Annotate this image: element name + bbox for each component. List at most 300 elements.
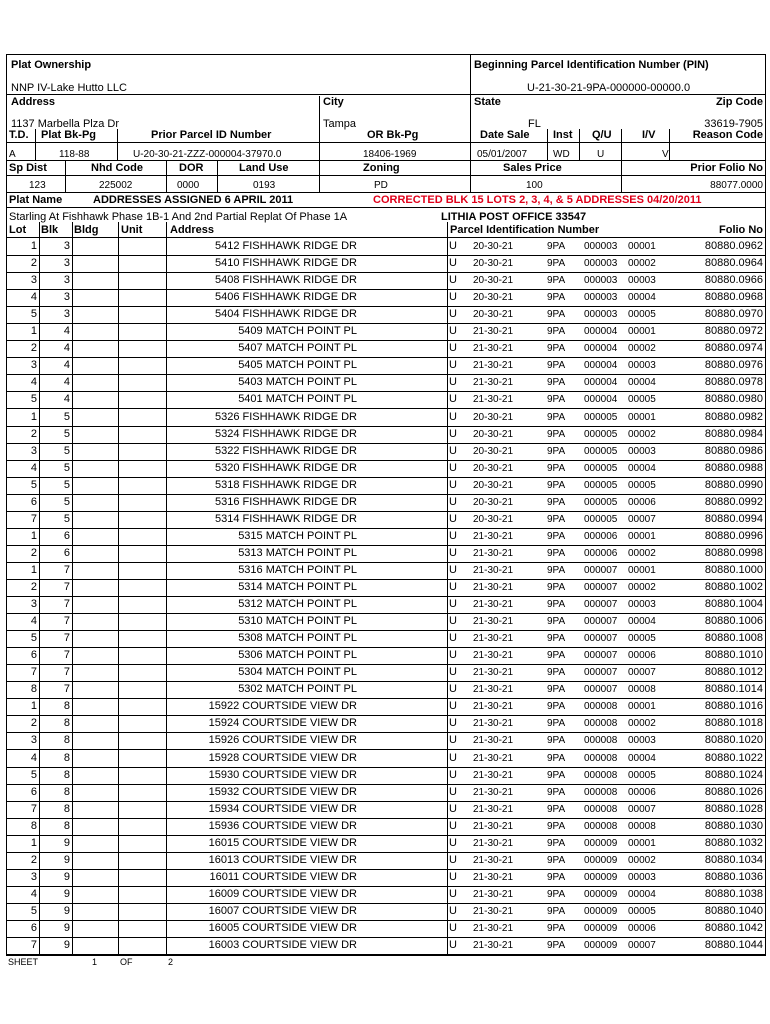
table-row [7, 784, 765, 801]
cell-bldg [74, 374, 114, 391]
cell-unit [120, 613, 164, 630]
cell-blk: 9 [63, 939, 70, 952]
cell-folio: 80880.1030 [704, 819, 763, 832]
cell-pin-prefix: U [449, 342, 457, 355]
cell-bldg [74, 306, 114, 323]
sheet-num: 1 [92, 957, 98, 967]
cell-bldg [74, 732, 114, 749]
divider [39, 222, 40, 237]
cell-blk: 8 [63, 768, 70, 781]
cell-pin-str: 21-30-21 [473, 820, 514, 832]
table-row [7, 340, 765, 357]
cell-blk: 4 [63, 359, 70, 372]
cell-blk: 9 [63, 836, 70, 849]
cell-pin-str: 20-30-21 [473, 428, 514, 440]
cell-blk: 4 [63, 342, 70, 355]
cell-unit [120, 681, 164, 698]
cell-pin-str: 21-30-21 [473, 343, 514, 355]
cell-pin-prefix: U [449, 308, 457, 321]
cell-blk: 3 [63, 308, 70, 321]
cell-folio: 80880.0998 [704, 546, 763, 559]
cell-blk: 9 [63, 904, 70, 917]
cell-pin-str: 21-30-21 [473, 735, 514, 747]
cell-lot: 3 [30, 359, 37, 372]
cell-pin-sub: 9PA [547, 905, 566, 917]
cell-pin-prefix: U [449, 785, 457, 798]
cell-unit [120, 528, 164, 545]
cell-address: 15928 COURTSIDE VIEW DR [208, 751, 357, 764]
cell-pin-str: 21-30-21 [473, 769, 514, 781]
divider [470, 55, 471, 160]
cell-folio: 80880.1016 [704, 700, 763, 713]
cell-address: 5401 MATCH POINT PL [238, 393, 357, 406]
cell-bldg [74, 545, 114, 562]
cell-pin-sub: 9PA [547, 496, 566, 508]
cell-pin-block: 000007 [584, 599, 618, 611]
cell-pin-block: 000008 [584, 820, 618, 832]
cell-pin-block: 000009 [584, 837, 618, 849]
cell-pin-lot: 00002 [628, 718, 656, 730]
cell-pin-prefix: U [449, 376, 457, 389]
cell-bldg [74, 357, 114, 374]
cell-lot: 3 [30, 734, 37, 747]
cell-blk: 9 [63, 887, 70, 900]
cell-address: 5318 FISHHAWK RIDGE DR [214, 478, 357, 491]
cell-pin-block: 000005 [584, 411, 618, 423]
cell-pin-prefix: U [449, 512, 457, 525]
cell-pin-lot: 00003 [628, 871, 656, 883]
cell-pin-lot: 00002 [628, 343, 656, 355]
cell-folio: 80880.0996 [704, 529, 763, 542]
cell-pin-lot: 00006 [628, 650, 656, 662]
cell-unit [120, 886, 164, 903]
cell-address: 5313 MATCH POINT PL [238, 546, 357, 559]
post-office: LITHIA POST OFFICE 33547 [441, 211, 587, 223]
cell-pin-sub: 9PA [547, 241, 566, 252]
td-label: T.D. [9, 129, 29, 141]
cell-pin-sub: 9PA [547, 684, 566, 696]
cell-pin-prefix: U [449, 870, 457, 883]
table-row [7, 818, 765, 835]
cell-blk: 3 [63, 240, 70, 252]
cell-pin-sub: 9PA [547, 411, 566, 423]
cell-lot: 6 [30, 922, 37, 934]
cell-unit [120, 835, 164, 852]
cell-pin-block: 000003 [584, 275, 618, 287]
cell-pin-sub: 9PA [547, 462, 566, 474]
cell-unit [120, 818, 164, 835]
cell-pin-sub: 9PA [547, 564, 566, 576]
cell-pin-prefix: U [449, 632, 457, 645]
cell-pin-sub: 9PA [547, 667, 566, 679]
col-folio: Folio No [719, 224, 763, 236]
cell-pin-prefix: U [449, 666, 457, 679]
cell-pin-sub: 9PA [547, 650, 566, 662]
cell-folio: 80880.1028 [704, 802, 763, 815]
cell-pin-block: 000008 [584, 769, 618, 781]
cell-bldg [74, 715, 114, 732]
cell-bldg [74, 409, 114, 426]
divider [118, 222, 119, 237]
cell-pin-prefix: U [449, 461, 457, 474]
of-label: OF [120, 957, 133, 967]
cell-pin-sub: 9PA [547, 582, 566, 593]
address-label: Address [11, 96, 56, 108]
cell-pin-prefix: U [449, 819, 457, 832]
salesprice-label: Sales Price [503, 162, 562, 174]
cell-address: 5316 MATCH POINT PL [238, 563, 357, 576]
cell-address: 5316 FISHHAWK RIDGE DR [214, 495, 357, 508]
cell-unit [120, 698, 164, 715]
cell-unit [120, 289, 164, 306]
cell-bldg [74, 767, 114, 784]
cell-unit [120, 647, 164, 664]
cell-pin-lot: 00003 [628, 275, 656, 287]
cell-pin-prefix: U [449, 257, 457, 270]
table-row [7, 409, 765, 426]
cell-bldg [74, 647, 114, 664]
cell-bldg [74, 255, 114, 272]
cell-pin-block: 000003 [584, 258, 618, 270]
cell-bldg [74, 460, 114, 477]
cell-bldg [74, 477, 114, 494]
cell-pin-sub: 9PA [547, 275, 566, 287]
cell-pin-prefix: U [449, 563, 457, 576]
cell-bldg [74, 494, 114, 511]
cell-pin-str: 21-30-21 [473, 547, 514, 559]
cell-address: 15934 COURTSIDE VIEW DR [208, 802, 357, 815]
prior-parcel-value: U-20-30-21-ZZZ-000004-37970.0 [133, 149, 282, 160]
cell-lot: 4 [30, 461, 37, 474]
cell-pin-sub: 9PA [547, 377, 566, 389]
cell-lot: 4 [30, 615, 37, 628]
cell-folio: 80880.1022 [704, 751, 763, 764]
cell-folio: 80880.0976 [704, 359, 763, 372]
table-row [7, 681, 765, 698]
cell-pin-prefix: U [449, 649, 457, 662]
table-row [7, 238, 765, 255]
cell-blk: 9 [63, 870, 70, 883]
cell-pin-lot: 00006 [628, 923, 656, 934]
cell-pin-sub: 9PA [547, 292, 566, 304]
inst-label: Inst [553, 129, 573, 141]
cell-pin-lot: 00005 [628, 633, 656, 645]
divider [35, 129, 36, 160]
cell-unit [120, 323, 164, 340]
cell-unit [120, 545, 164, 562]
cell-pin-lot: 00008 [628, 684, 656, 696]
cell-blk: 7 [63, 598, 70, 611]
cell-pin-sub: 9PA [547, 923, 566, 934]
cell-unit [120, 920, 164, 937]
cell-unit [120, 460, 164, 477]
cell-blk: 4 [63, 393, 70, 406]
cell-address: 16003 COURTSIDE VIEW DR [208, 939, 357, 952]
table-row [7, 937, 765, 954]
table-row [7, 835, 765, 852]
table-row [7, 426, 765, 443]
cell-pin-lot: 00004 [628, 888, 656, 900]
column-divider [39, 238, 40, 954]
cell-pin-block: 000007 [584, 633, 618, 645]
column-divider [72, 238, 73, 954]
cell-unit [120, 596, 164, 613]
cell-pin-block: 000008 [584, 735, 618, 747]
table-row [7, 460, 765, 477]
cell-pin-str: 21-30-21 [473, 905, 514, 917]
cell-pin-prefix: U [449, 768, 457, 781]
cell-address: 5302 MATCH POINT PL [238, 683, 357, 696]
cell-pin-block: 000009 [584, 871, 618, 883]
cell-pin-sub: 9PA [547, 445, 566, 457]
cell-blk: 3 [63, 274, 70, 287]
cell-folio: 80880.0992 [704, 495, 763, 508]
cell-pin-block: 000009 [584, 905, 618, 917]
cell-folio: 80880.1018 [704, 717, 763, 730]
cell-folio: 80880.1014 [704, 683, 763, 696]
col-blk: Blk [41, 224, 59, 236]
cell-address: 15924 COURTSIDE VIEW DR [208, 717, 357, 730]
cell-unit [120, 443, 164, 460]
cell-address: 5405 MATCH POINT PL [238, 359, 357, 372]
cell-lot: 6 [30, 785, 37, 798]
cell-unit [120, 477, 164, 494]
cell-bldg [74, 579, 114, 596]
cell-blk: 8 [63, 734, 70, 747]
cell-pin-lot: 00005 [628, 905, 656, 917]
cell-lot: 2 [30, 581, 37, 593]
cell-pin-lot: 00003 [628, 735, 656, 747]
cell-bldg [74, 443, 114, 460]
divider [447, 222, 448, 237]
divider [7, 192, 765, 193]
cell-bldg [74, 426, 114, 443]
cell-pin-sub: 9PA [547, 343, 566, 355]
cell-pin-sub: 9PA [547, 479, 566, 491]
cell-unit [120, 340, 164, 357]
cell-folio: 80880.1020 [704, 734, 763, 747]
cell-pin-lot: 00001 [628, 701, 656, 713]
cell-unit [120, 494, 164, 511]
cell-pin-block: 000007 [584, 564, 618, 576]
cell-pin-prefix: U [449, 529, 457, 542]
cell-pin-sub: 9PA [547, 803, 566, 815]
col-bldg: Bldg [74, 224, 99, 236]
cell-blk: 4 [63, 376, 70, 389]
cell-bldg [74, 562, 114, 579]
priorfolio-value: 88077.0000 [710, 180, 763, 191]
table-row [7, 272, 765, 289]
cell-blk: 9 [63, 853, 70, 866]
divider [117, 129, 118, 160]
cell-pin-sub: 9PA [547, 309, 566, 321]
cell-address: 16013 COURTSIDE VIEW DR [208, 853, 357, 866]
cell-address: 15922 COURTSIDE VIEW DR [208, 700, 357, 713]
cell-pin-block: 000007 [584, 582, 618, 593]
reason-label: Reason Code [692, 129, 763, 141]
cell-pin-lot: 00002 [628, 582, 656, 593]
cell-pin-prefix: U [449, 427, 457, 440]
cell-blk: 6 [63, 546, 70, 559]
table-row [7, 477, 765, 494]
divider [65, 160, 66, 192]
cell-folio: 80880.1004 [704, 598, 763, 611]
cell-pin-sub: 9PA [547, 820, 566, 832]
cell-pin-block: 000005 [584, 462, 618, 474]
qu-value: U [597, 149, 605, 160]
cell-pin-str: 21-30-21 [473, 394, 514, 406]
cell-pin-sub: 9PA [547, 888, 566, 900]
cell-bldg [74, 835, 114, 852]
cell-folio: 80880.1010 [704, 649, 763, 662]
cell-blk: 7 [63, 649, 70, 662]
cell-unit [120, 562, 164, 579]
cell-address: 15926 COURTSIDE VIEW DR [208, 734, 357, 747]
cell-pin-sub: 9PA [547, 513, 566, 525]
divider [579, 129, 580, 160]
col-address: Address [170, 224, 215, 236]
cell-unit [120, 801, 164, 818]
cell-pin-str: 21-30-21 [473, 633, 514, 645]
cell-pin-str: 21-30-21 [473, 837, 514, 849]
cell-lot: 4 [30, 291, 37, 304]
cell-folio: 80880.1032 [704, 836, 763, 849]
platname-label: Plat Name [9, 194, 63, 206]
zoning-value: PD [374, 180, 388, 191]
cell-pin-lot: 00004 [628, 377, 656, 389]
cell-pin-sub: 9PA [547, 599, 566, 611]
cell-pin-lot: 00002 [628, 428, 656, 440]
table-row [7, 511, 765, 528]
cell-pin-block: 000005 [584, 445, 618, 457]
table-row [7, 630, 765, 647]
cell-lot: 1 [30, 836, 37, 849]
cell-lot: 4 [30, 887, 37, 900]
cell-folio: 80880.1012 [704, 666, 763, 679]
cell-unit [120, 715, 164, 732]
cell-pin-str: 20-30-21 [473, 241, 514, 252]
divider [7, 160, 765, 161]
cell-folio: 80880.0988 [704, 461, 763, 474]
cell-pin-prefix: U [449, 478, 457, 491]
cell-pin-str: 21-30-21 [473, 803, 514, 815]
cell-pin-block: 000009 [584, 940, 618, 952]
table-row [7, 596, 765, 613]
cell-address: 15936 COURTSIDE VIEW DR [208, 819, 357, 832]
cell-address: 5326 FISHHAWK RIDGE DR [214, 410, 357, 423]
cell-lot: 5 [30, 632, 37, 645]
table-row [7, 562, 765, 579]
cell-lot: 1 [30, 325, 37, 338]
cell-pin-str: 21-30-21 [473, 854, 514, 866]
cell-pin-str: 21-30-21 [473, 530, 514, 542]
cell-lot: 1 [30, 700, 37, 713]
cell-folio: 80880.1040 [704, 904, 763, 917]
cell-folio: 80880.1024 [704, 768, 763, 781]
state-label: State [474, 96, 501, 108]
cell-pin-block: 000005 [584, 513, 618, 525]
cell-pin-lot: 00004 [628, 752, 656, 764]
cell-pin-str: 21-30-21 [473, 564, 514, 576]
divider [72, 222, 73, 237]
cell-unit [120, 409, 164, 426]
cell-pin-block: 000008 [584, 752, 618, 764]
table-row [7, 374, 765, 391]
cell-folio: 80880.0972 [704, 325, 763, 338]
cell-pin-block: 000005 [584, 496, 618, 508]
cell-unit [120, 664, 164, 681]
cell-unit [120, 272, 164, 289]
cell-unit [120, 306, 164, 323]
cell-pin-str: 21-30-21 [473, 684, 514, 696]
cell-pin-sub: 9PA [547, 394, 566, 406]
cell-address: 5412 FISHHAWK RIDGE DR [214, 240, 357, 252]
cell-pin-str: 21-30-21 [473, 718, 514, 730]
cell-address: 5406 FISHHAWK RIDGE DR [214, 291, 357, 304]
cell-lot: 3 [30, 870, 37, 883]
row-divider [7, 954, 765, 955]
cell-address: 5312 MATCH POINT PL [238, 598, 357, 611]
col-unit: Unit [121, 224, 143, 236]
cell-folio: 80880.1000 [704, 563, 763, 576]
cell-bldg [74, 323, 114, 340]
platbk-value: 118-88 [59, 149, 90, 160]
cell-folio: 80880.1038 [704, 887, 763, 900]
cell-pin-str: 20-30-21 [473, 496, 514, 508]
table-row [7, 750, 765, 767]
divider [621, 129, 622, 160]
cell-bldg [74, 528, 114, 545]
cell-address: 15930 COURTSIDE VIEW DR [208, 768, 357, 781]
cell-address: 5304 MATCH POINT PL [238, 666, 357, 679]
cell-pin-sub: 9PA [547, 871, 566, 883]
spdist-label: Sp Dist [9, 162, 47, 174]
cell-pin-str: 21-30-21 [473, 360, 514, 372]
table-row [7, 715, 765, 732]
cell-pin-sub: 9PA [547, 940, 566, 952]
state-value: FL [528, 118, 541, 130]
table-row [7, 647, 765, 664]
cell-address: 16007 COURTSIDE VIEW DR [208, 904, 357, 917]
cell-pin-prefix: U [449, 359, 457, 372]
cell-bldg [74, 391, 114, 408]
cell-pin-prefix: U [449, 291, 457, 304]
cell-pin-lot: 00006 [628, 786, 656, 798]
table-row [7, 579, 765, 596]
cell-folio: 80880.0984 [704, 427, 763, 440]
cell-blk: 7 [63, 632, 70, 645]
cell-bldg [74, 238, 114, 255]
cell-pin-lot: 00008 [628, 820, 656, 832]
cell-pin-lot: 00007 [628, 803, 656, 815]
cell-lot: 8 [30, 683, 37, 696]
cell-blk: 8 [63, 751, 70, 764]
cell-address: 5308 MATCH POINT PL [238, 632, 357, 645]
zoning-label: Zoning [363, 162, 400, 174]
table-row [7, 767, 765, 784]
cell-folio: 80880.0968 [704, 291, 763, 304]
cell-pin-block: 000007 [584, 650, 618, 662]
plat-sheet [6, 54, 766, 956]
cell-pin-prefix: U [449, 598, 457, 611]
cell-pin-str: 21-30-21 [473, 599, 514, 611]
cell-lot: 2 [30, 427, 37, 440]
col-lot: Lot [9, 224, 27, 236]
cell-pin-str: 20-30-21 [473, 513, 514, 525]
cell-lot: 3 [30, 598, 37, 611]
cell-bldg [74, 886, 114, 903]
cell-folio: 80880.1002 [704, 581, 763, 593]
